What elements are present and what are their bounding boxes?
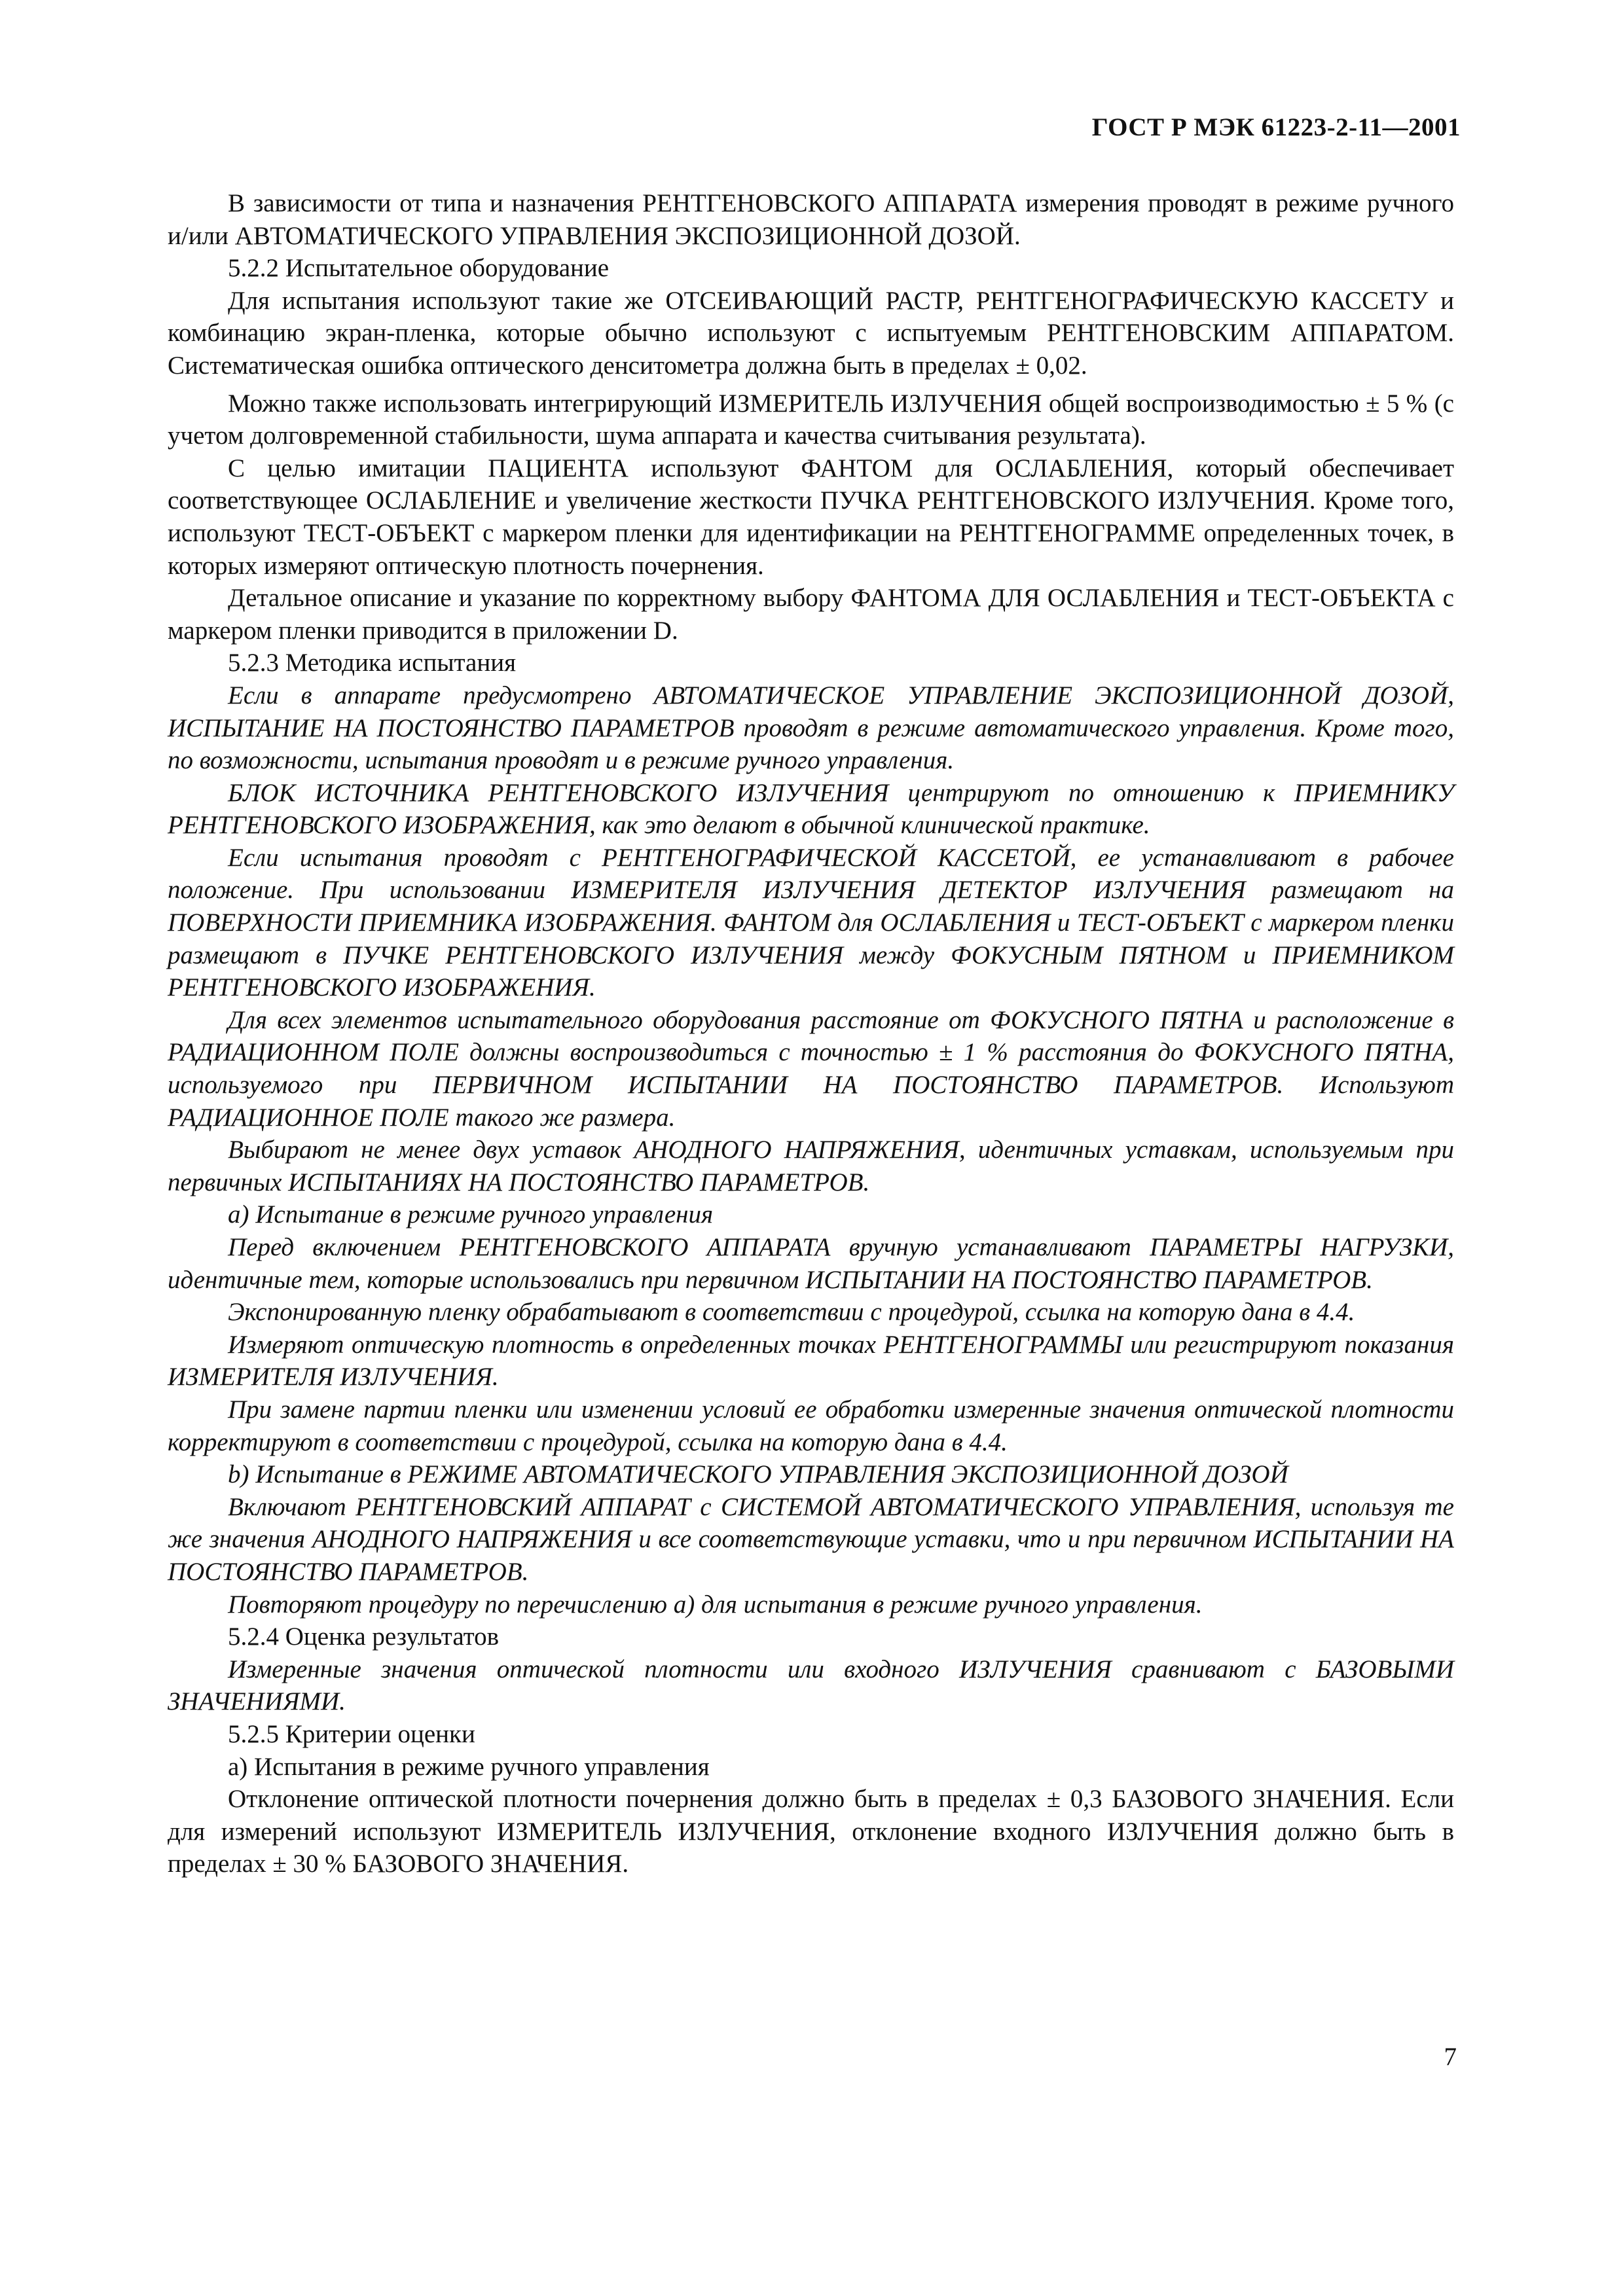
paragraph-italic: Измеренные значения оптической плотности или входного ИЗЛУЧЕНИЯ сравнивают с БАЗОВЫМИ ЗНАЧЕНИЯМИ. — [168, 1655, 1454, 1716]
standard-code-header: ГОСТ Р МЭК 61223-2-11—2001 — [1091, 113, 1461, 141]
paragraph-italic: Повторяют процедуру по перечислению а) для испытания в режиме ручного управления. — [228, 1590, 1203, 1619]
paragraph: Для испытания используют такие же ОТСЕИВАЮЩИЙ РАСТР, РЕНТГЕНОГРАФИЧЕСКУЮ КАССЕТУ и комбинацию экран-пленка, которые обычно используют с испытуемым РЕНТГЕНОВСКИМ АППАРАТОМ. Систематическая ошибка оптического денситометра должна быть в пределах ± 0,02. — [168, 286, 1454, 380]
paragraph-italic: Выбирают не менее двух уставок АНОДНОГО НАПРЯЖЕНИЯ, идентичных уставкам, используемым при первичных ИСПЫТАНИЯХ НА ПОСТОЯНСТВО ПАРАМЕТРОВ. — [168, 1136, 1454, 1196]
paragraph: Детальное описание и указание по корректному выбору ФАНТОМА ДЛЯ ОСЛАБЛЕНИЯ и ТЕСТ-ОБЪЕКТА с маркером пленки приводится в приложении D. — [168, 584, 1454, 645]
paragraph-italic: Если в аппарате предусмотрено АВТОМАТИЧЕСКОЕ УПРАВЛЕНИЕ ЭКСПОЗИЦИОННОЙ ДОЗОЙ, ИСПЫТАНИЕ НА ПОСТОЯНСТВО ПАРАМЕТРОВ проводят в режиме автоматического управления. Кроме того, по возможности, испытания проводят и в режиме ручного управления. — [168, 681, 1454, 775]
paragraph: Можно также использовать интегрирующий ИЗМЕРИТЕЛЬ ИЗЛУЧЕНИЯ общей воспроизводимостью ± 5 % (с учетом долговременной стабильности, шума аппарата и качества считывания результата). — [168, 389, 1454, 450]
paragraph-italic: При замене партии пленки или изменении условий ее обработки измеренные значения оптической плотности корректируют в соответствии с процедурой, ссылка на которую дана в 4.4. — [168, 1395, 1454, 1456]
paragraph: В зависимости от типа и назначения РЕНТГЕНОВСКОГО АППАРАТА измерения проводят в режиме ручного и/или АВТОМАТИЧЕСКОГО УПРАВЛЕНИЯ ЭКСПОЗИЦИОННОЙ ДОЗОЙ. — [168, 189, 1454, 250]
paragraph-italic: Экспонированную пленку обрабатывают в соответствии с процедурой, ссылка на которую дана в 4.4. — [228, 1298, 1355, 1327]
page-number: 7 — [1444, 2043, 1457, 2071]
paragraph-italic: Если испытания проводят с РЕНТГЕНОГРАФИЧЕСКОЙ КАССЕТОЙ, ее устанавливают в рабочее положение. При использовании ИЗМЕРИТЕЛЯ ИЗЛУЧЕНИЯ ДЕТЕКТОР ИЗЛУЧЕНИЯ размещают на ПОВЕРХНОСТИ ПРИЕМНИКА ИЗОБРАЖЕНИЯ. ФАНТОМ для ОСЛАБЛЕНИЯ и ТЕСТ-ОБЪЕКТ с маркером пленки размещают в ПУЧКЕ РЕНТГЕНОВСКОГО ИЗЛУЧЕНИЯ между ФОКУСНЫМ ПЯТНОМ и ПРИЕМНИКОМ РЕНТГЕНОВСКОГО ИЗОБРАЖЕНИЯ. — [168, 843, 1454, 1002]
paragraph-italic: БЛОК ИСТОЧНИКА РЕНТГЕНОВСКОГО ИЗЛУЧЕНИЯ центрируют по отношению к ПРИЕМНИКУ РЕНТГЕНОВСКОГО ИЗОБРАЖЕНИЯ, как это делают в обычной клинической практике. — [168, 778, 1454, 840]
document-body — [168, 187, 1454, 1880]
section-heading: 5.2.5 Критерии оценки — [228, 1719, 475, 1748]
paragraph: Отклонение оптической плотности почернения должно быть в пределах ± 0,3 БАЗОВОГО ЗНАЧЕНИЯ. Если для измерений используют ИЗМЕРИТЕЛЬ ИЗЛУЧЕНИЯ, отклонение входного ИЗЛУЧЕНИЯ должно быть в пределах ± 30 % БАЗОВОГО ЗНАЧЕНИЯ. — [168, 1785, 1454, 1878]
section-heading: 5.2.3 Методика испытания — [228, 649, 517, 677]
paragraph-italic: Для всех элементов испытательного оборудования расстояние от ФОКУСНОГО ПЯТНА и расположение в РАДИАЦИОННОМ ПОЛЕ должны воспроизводиться с точностью ± 1 % расстояния до ФОКУСНОГО ПЯТНА, используемого при ПЕРВИЧНОМ ИСПЫТАНИИ НА ПОСТОЯНСТВО ПАРАМЕТРОВ. Используют РАДИАЦИОННОЕ ПОЛЕ такого же размера. — [168, 1005, 1454, 1132]
list-item-heading: b) Испытание в РЕЖИМЕ АВТОМАТИЧЕСКОГО УПРАВЛЕНИЯ ЭКСПОЗИЦИОННОЙ ДОЗОЙ — [228, 1460, 1288, 1489]
paragraph-italic: Измеряют оптическую плотность в определенных точках РЕНТГЕНОГРАММЫ или регистрируют показания ИЗМЕРИТЕЛЯ ИЗЛУЧЕНИЯ. — [168, 1330, 1454, 1391]
paragraph: С целью имитации ПАЦИЕНТА используют ФАНТОМ для ОСЛАБЛЕНИЯ, который обеспечивает соответствующее ОСЛАБЛЕНИЕ и увеличение жесткости ПУЧКА РЕНТГЕНОВСКОГО ИЗЛУЧЕНИЯ. Кроме того, используют ТЕСТ-ОБЪЕКТ с маркером пленки для идентификации на РЕНТГЕНОГРАММЕ определенных точек, в которых измеряют оптическую плотность почернения. — [168, 454, 1454, 580]
list-item-heading: а) Испытание в режиме ручного управления — [228, 1200, 714, 1229]
section-heading: 5.2.4 Оценка результатов — [228, 1623, 500, 1651]
paragraph-italic: Включают РЕНТГЕНОВСКИЙ АППАРАТ с СИСТЕМОЙ АВТОМАТИЧЕСКОГО УПРАВЛЕНИЯ, используя те же значения АНОДНОГО НАПРЯЖЕНИЯ и все соответствующие уставки, что и при первичном ИСПЫТАНИИ НА ПОСТОЯНСТВО ПАРАМЕТРОВ. — [168, 1492, 1454, 1586]
paragraph-italic: Перед включением РЕНТГЕНОВСКОГО АППАРАТА вручную устанавливают ПАРАМЕТРЫ НАГРУЗКИ, идентичные тем, которые использовались при первичном ИСПЫТАНИИ НА ПОСТОЯНСТВО ПАРАМЕТРОВ. — [168, 1233, 1454, 1294]
section-heading: 5.2.2 Испытательное оборудование — [228, 254, 610, 283]
list-item-heading: а) Испытания в режиме ручного управления — [228, 1752, 710, 1781]
